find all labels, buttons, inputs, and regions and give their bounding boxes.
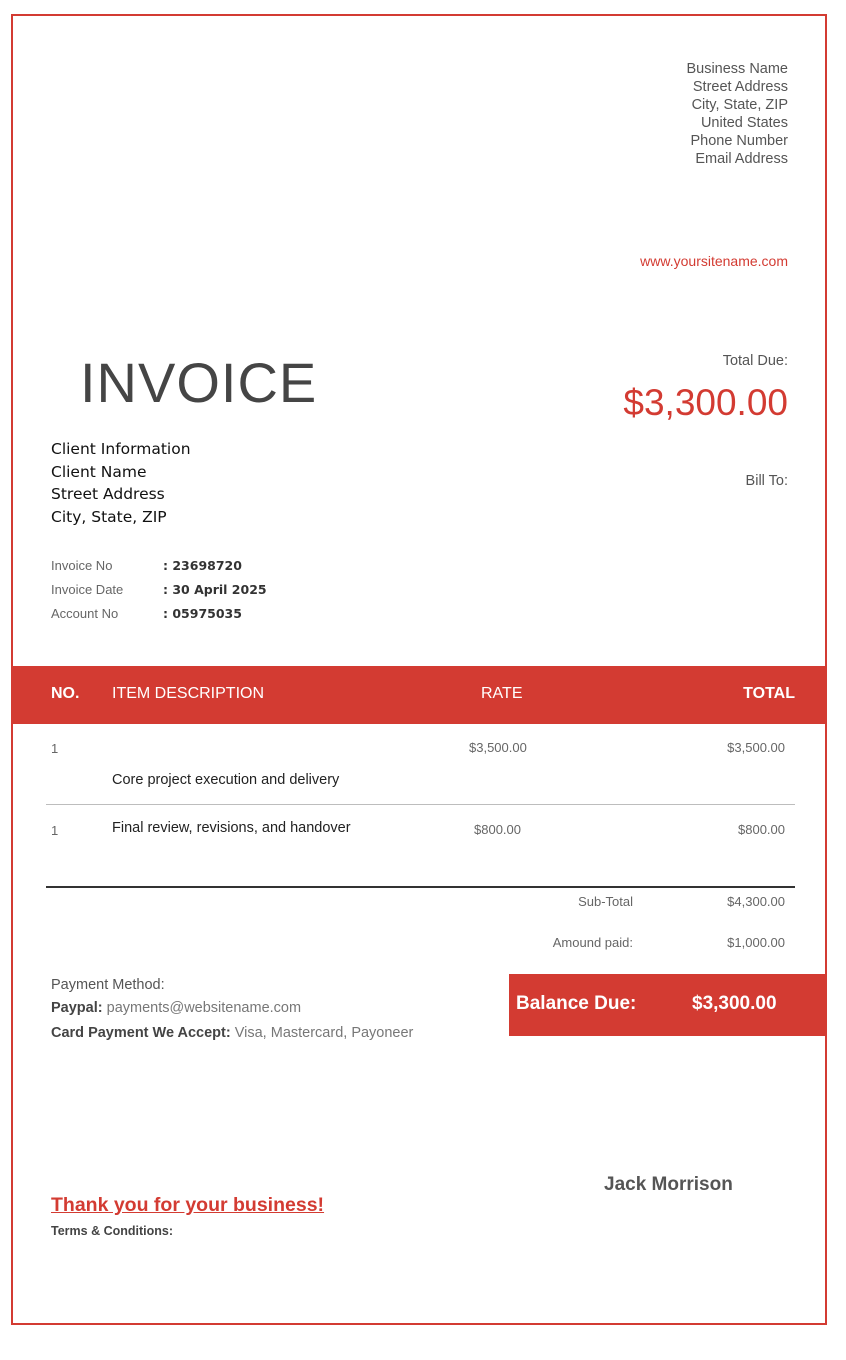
account-number-row — [51, 601, 267, 625]
client-name: Client Name — [51, 462, 147, 481]
payment-method — [51, 974, 413, 1045]
row-total: $800.00 — [738, 822, 785, 837]
business-street: Street Address — [692, 79, 788, 95]
client-street: Street Address — [51, 485, 165, 503]
row-description: Core project execution and delivery — [112, 772, 340, 788]
meta-value: : 05975035 — [163, 605, 242, 621]
business-city: City, State, ZIP — [691, 97, 788, 113]
amount-paid-value: $1,000.00 — [727, 935, 785, 950]
business-country: United States — [700, 115, 788, 131]
bill-to-label: Bill To: — [745, 473, 788, 489]
business-phone: Phone Number — [690, 133, 788, 149]
meta-value: : 30 April 2025 — [163, 581, 267, 597]
payment-heading: Payment Method: — [51, 977, 165, 993]
row-divider — [46, 804, 795, 805]
client-info-heading: Client Information — [51, 440, 191, 458]
meta-value: : 23698720 — [163, 557, 242, 573]
meta-label: Invoice No — [51, 557, 113, 573]
invoice-date-row — [51, 577, 267, 601]
invoice-page — [11, 14, 827, 1325]
row-description: Final review, revisions, and handover — [112, 820, 351, 836]
items-table-header — [13, 666, 827, 724]
signer-name: Jack Morrison — [604, 1174, 733, 1195]
invoice-meta — [51, 553, 267, 625]
invoice-title: INVOICE — [80, 351, 318, 414]
amount-paid-label: Amound paid: — [552, 935, 633, 950]
terms-heading: Terms & Conditions: — [51, 1224, 173, 1238]
subtotal-label: Sub-Total — [578, 894, 633, 909]
meta-label: Account No — [51, 605, 119, 621]
balance-due-value: $3,300.00 — [692, 993, 777, 1014]
subtotal-value: $4,300.00 — [727, 894, 785, 909]
business-info — [686, 60, 788, 168]
meta-label: Invoice Date — [51, 581, 124, 597]
paypal-line — [51, 997, 413, 1020]
card-label: Card Payment We Accept: — [51, 1025, 231, 1041]
column-header-description: ITEM DESCRIPTION — [112, 685, 265, 702]
business-email: Email Address — [695, 151, 788, 167]
balance-due-box — [509, 974, 827, 1036]
client-city: City, State, ZIP — [51, 507, 167, 526]
balance-due-label: Balance Due: — [516, 993, 637, 1014]
row-total: $3,500.00 — [727, 740, 785, 755]
paypal-label: Paypal: — [51, 1000, 103, 1016]
row-rate: $3,500.00 — [469, 740, 527, 755]
invoice-number-row — [51, 553, 267, 577]
total-due-label: Total Due: — [722, 353, 788, 369]
column-header-total: TOTAL — [743, 685, 795, 702]
card-types: Visa, Mastercard, Payoneer — [234, 1025, 414, 1041]
thank-you-message: Thank you for your business! — [51, 1194, 325, 1216]
row-rate: $800.00 — [474, 822, 521, 837]
business-name: Business Name — [686, 61, 788, 77]
website-link[interactable]: www.yoursitename.com — [640, 253, 788, 269]
column-header-rate: RATE — [481, 685, 523, 702]
client-info — [51, 438, 191, 528]
total-due-amount: $3,300.00 — [623, 382, 788, 423]
paypal-email[interactable]: payments@websitename.com — [106, 1000, 302, 1016]
row-number: 1 — [51, 741, 59, 756]
card-line — [51, 1022, 413, 1045]
table-bottom-divider — [46, 886, 795, 888]
row-number: 1 — [51, 823, 59, 838]
column-header-no: NO. — [51, 685, 80, 702]
